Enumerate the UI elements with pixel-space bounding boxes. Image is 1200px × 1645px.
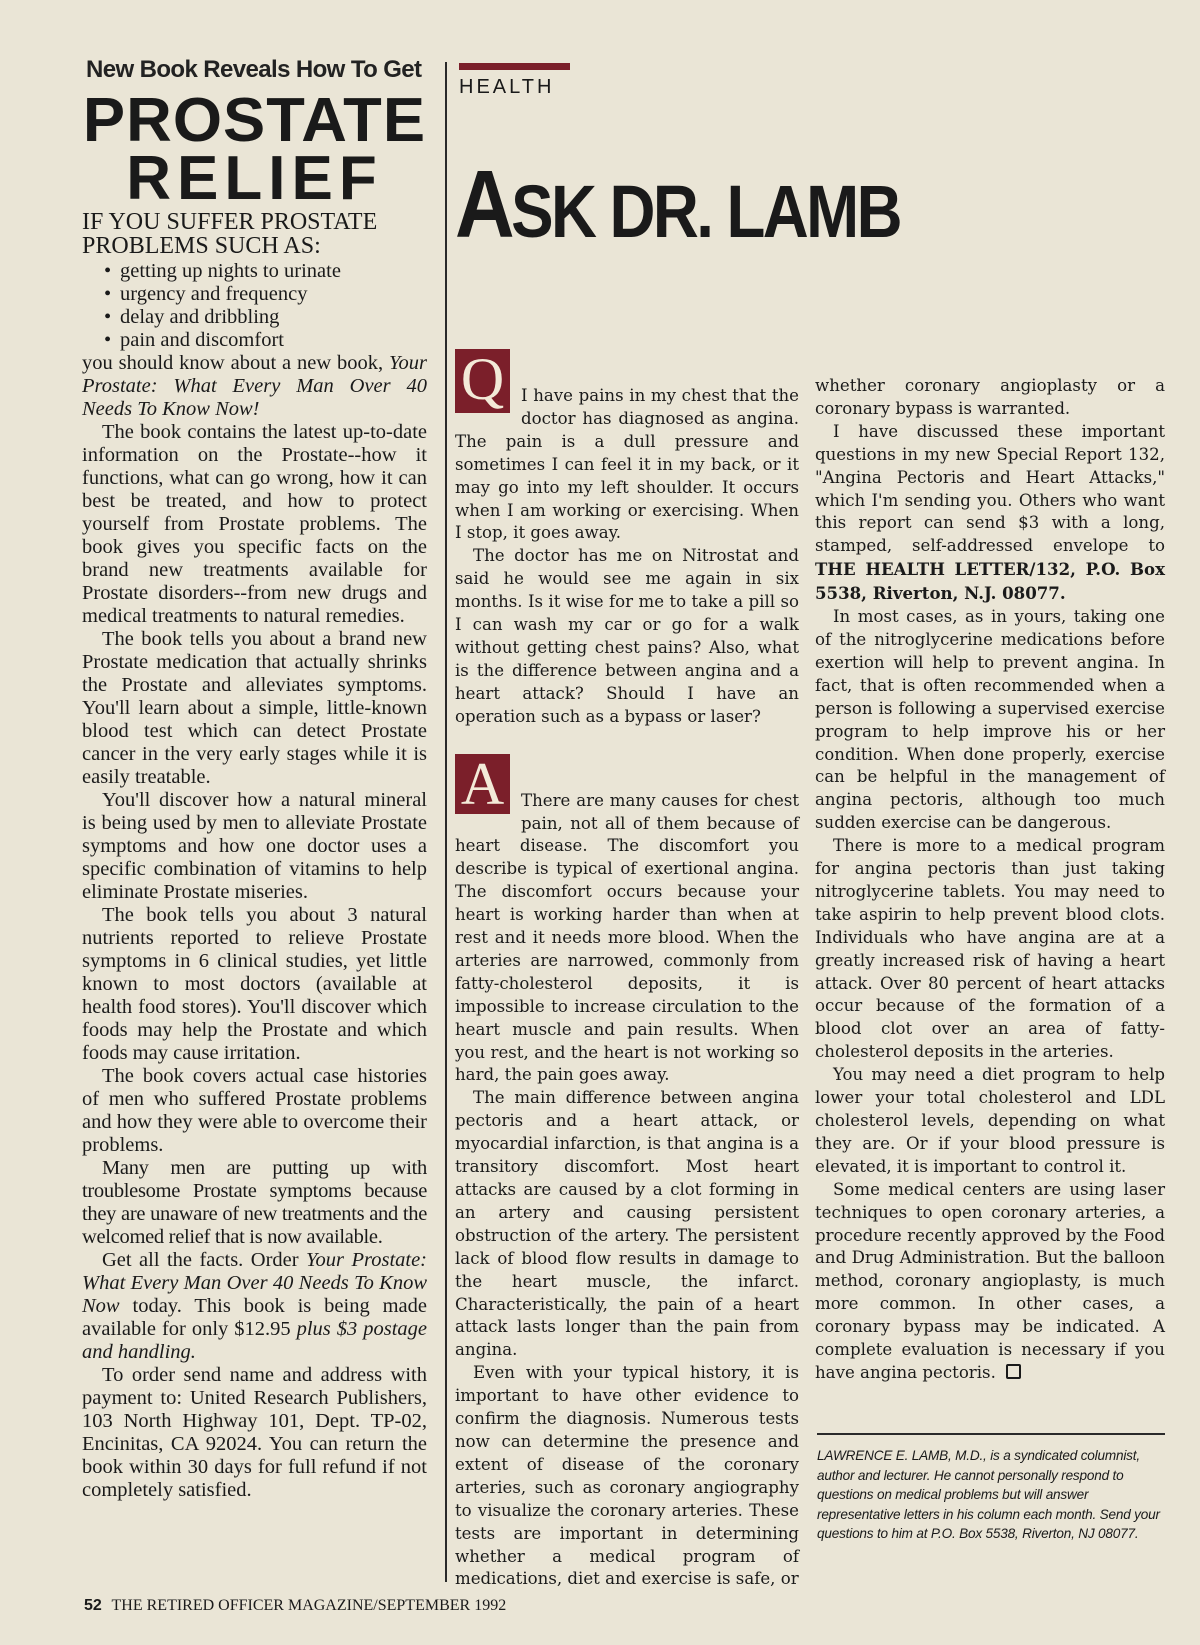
answer-paragraph: whether coronary angioplasty or a coronary bypass is warranted. [815, 376, 1165, 418]
answer-paragraph: Even with your typical history, it is important to have other evidence to confirm the diagnosis. Numerous tests now can determine the presence and extent of disease of the coronary arteries, such as coronary angiography to visualize the coronary arteries. These tests are important in determining whether a medical program of medications, diet and exercise is safe, or [455, 1363, 799, 1589]
answer-paragraph: You may need a diet program to help lower your total cholesterol and LDL cholesterol levels, depending on what they are. Or if your blood pressure is elevated, it is important to control it. [815, 1065, 1165, 1176]
ad-address-paragraph: To order send name and address with payment to: United Research Publishers, 103 North Highway 101, Dept. TP-02, Encinitas, CA 92024. You can return the book within 30 days for full refund if not completely satisfied. [82, 1364, 427, 1501]
author-bio: LAWRENCE E. LAMB, M.D., is a syndicated columnist, author and lecturer. He cannot personally respond to questions on medical problems but will answer representative letters in his column each month. Send your questions to him at P.O. Box 5538, Riverton, NJ 08077. [817, 1448, 1160, 1541]
ad-subtitle-line1: IF YOU SUFFER PROSTATE [82, 209, 378, 235]
headline-rest: SK DR. LAMB [511, 170, 900, 253]
answer-paragraph: There is more to a medical program for angina pectoris than just taking nitroglycerine tablets. You may need to take aspirin to help prevent blood clots. Individuals who have angina are at a greatly increased risk of having a heart attack. Over 80 percent of heart attacks occur because of the formation of a blood clot over an area of fatty-cholesterol deposits in the arteries. [815, 836, 1165, 1062]
ad-subtitle-line2: PROBLEMS SUCH AS: [82, 233, 321, 259]
ad-title-line1: PROSTATE [82, 86, 427, 155]
prostate-book-ad [82, 56, 427, 1502]
ad-paragraph: Many men are putting up with troublesome Prostate symptoms because they are unaware of new treatments and the welcomed relief that is now available. [82, 1157, 427, 1248]
ad-paragraph: The book covers actual case histories of men who suffered Prostate problems and how they were able to overcome their problems. [82, 1065, 427, 1156]
ad-paragraph: The book contains the latest up-to-date information on the Prostate--how it functions, what can go wrong, how it can best be treated, and how to protect yourself from Prostate problems. The book gives you specific facts on the brand new treatments available for Prostate disorders--from new drugs and medical treatments to natural remedies. [82, 421, 427, 627]
publication-line: THE RETIRED OFFICER MAGAZINE/SEPTEMBER 1992 [111, 1597, 507, 1614]
q-drop-cap: Q [455, 349, 510, 413]
ad-intro-text: you should know about a new book, [82, 352, 384, 374]
ad-postage-text: plus $3 postage and handling. [82, 1318, 427, 1363]
symptom-item: • pain and discomfort [120, 329, 427, 352]
answer-paragraph: In most cases, as in yours, taking one of the nitroglycerine medications before exertion will help to prevent angina. In fact, that is often recommended when a person is following a supervised exercise program to help improve his or her condition. When done properly, exercise can be helpful in the management of angina pectoris, although too much sudden exercise can be dangerous. [815, 607, 1165, 833]
page-number: 52 [84, 1597, 102, 1614]
ad-order-text: Get all the facts. Order [102, 1249, 299, 1271]
section-color-bar [459, 63, 570, 70]
closing-text: Some medical centers are using laser techniques to open coronary arteries, a procedure recently approved by the Food and Drug Administration. But the balloon method, coronary angioplasty, is much more common. In other cases, a coronary bypass may be indicated. A complete evaluation is necessary if you have angina pectoris. [815, 1179, 1165, 1382]
question-paragraph: The doctor has me on Nitrostat and said he would see me again in six months. Is it wise for me to take a pill so I can wash my car or go for a walk without getting chest pains? Also, what is the difference between angina and a heart attack? Should I have an operation such as a bypass or laser? [455, 546, 799, 726]
ad-subtitle [82, 210, 427, 258]
article-column-1 [455, 345, 799, 1591]
a-drop-cap: A [455, 754, 510, 814]
ad-book-title: Your Prostate: What Every Man Over 40 Needs To Know Now [82, 1249, 428, 1317]
answer-text: There are many causes for chest pain, not all of them because of heart disease. The discomfort you describe is typical of exertional angina. The discomfort occurs because your heart is working harder than when at rest and it needs more blood. When the arteries are narrowed, commonly from fatty-cholesterol deposits, it is impossible to increase circulation to the heart muscle and pain results. When you rest, and the heart is not working so hard, the pain goes away. [455, 790, 799, 1085]
ad-paragraph: The book tells you about 3 natural nutrients reported to relieve Prostate symptoms in 6 clinical studies, yet little known to most doctors (available at health food stores). You'll discover which foods may help the Prostate and which foods may cause irritation. [82, 904, 427, 1064]
bio-divider [817, 1433, 1165, 1435]
symptom-item: • getting up nights to urinate [120, 260, 427, 283]
symptom-list [82, 260, 427, 352]
section-label: HEALTH [459, 76, 555, 98]
headline-initial: A [455, 151, 512, 258]
end-mark-icon [1006, 1364, 1021, 1379]
health-letter-address: THE HEALTH LETTER/132, P.O. Box 5538, Riverton, N.J. 08077. [815, 559, 1165, 604]
answer-paragraph [815, 1179, 1165, 1385]
article-column-2 [815, 375, 1165, 1385]
ad-price-text: today. This book is being made available for only $12.95 [82, 1295, 428, 1340]
ad-kicker: New Book Reveals How To Get [86, 56, 422, 83]
question-text: I have pains in my chest that the doctor has diagnosed as angina. The pain is a dull pressure and sometimes I can feel it in my back, or it may go into my left shoulder. It occurs when I am working or exercising. When I stop, it goes away. [455, 386, 799, 543]
report-text: I have discussed these important questions in my new Special Report 132, "Angina Pectoris and Heart Attacks," which I'm sending you. Others who want this report can send $3 with a long, stamped, self-addressed envelope to [815, 421, 1165, 556]
ad-paragraph: You'll discover how a natural mineral is being used by men to alleviate Prostate symptoms and how one doctor uses a specific combination of vitamins to help eliminate Prostate miseries. [82, 789, 427, 903]
question-paragraph [455, 345, 799, 545]
answer-paragraph: The main difference between angina pectoris and a heart attack, or myocardial infarction, is that angina is a transitory discomfort. Most heart attacks are caused by a clot forming in an artery and causing persistent obstruction of the artery. The persistent lack of blood flow results in damage to the heart muscle, the infarct. Characteristically, the pain of a heart attack lasts longer than the pain from angina. [455, 1088, 799, 1360]
page-footer [84, 1597, 506, 1615]
ad-paragraph: The book tells you about a brand new Prostate medication that actually shrinks the Prostate and alleviates symptoms. You'll learn about a simple, little-known blood test which can detect Prostate cancer in the very early stages while it is easily treatable. [82, 628, 427, 788]
ad-order-paragraph [82, 1249, 427, 1364]
symptom-item: • delay and dribbling [120, 306, 427, 329]
article-headline [455, 150, 900, 267]
answer-paragraph [455, 750, 799, 1088]
symptom-item: • urgency and frequency [120, 283, 427, 306]
ad-paragraph-intro [82, 352, 427, 421]
answer-paragraph [815, 421, 1165, 606]
ad-book-title: Your Prostate: What Every Man Over 40 Needs To Know Now! [82, 352, 427, 420]
ad-title-line2: RELIEF [126, 144, 383, 213]
column-divider [445, 62, 447, 1582]
